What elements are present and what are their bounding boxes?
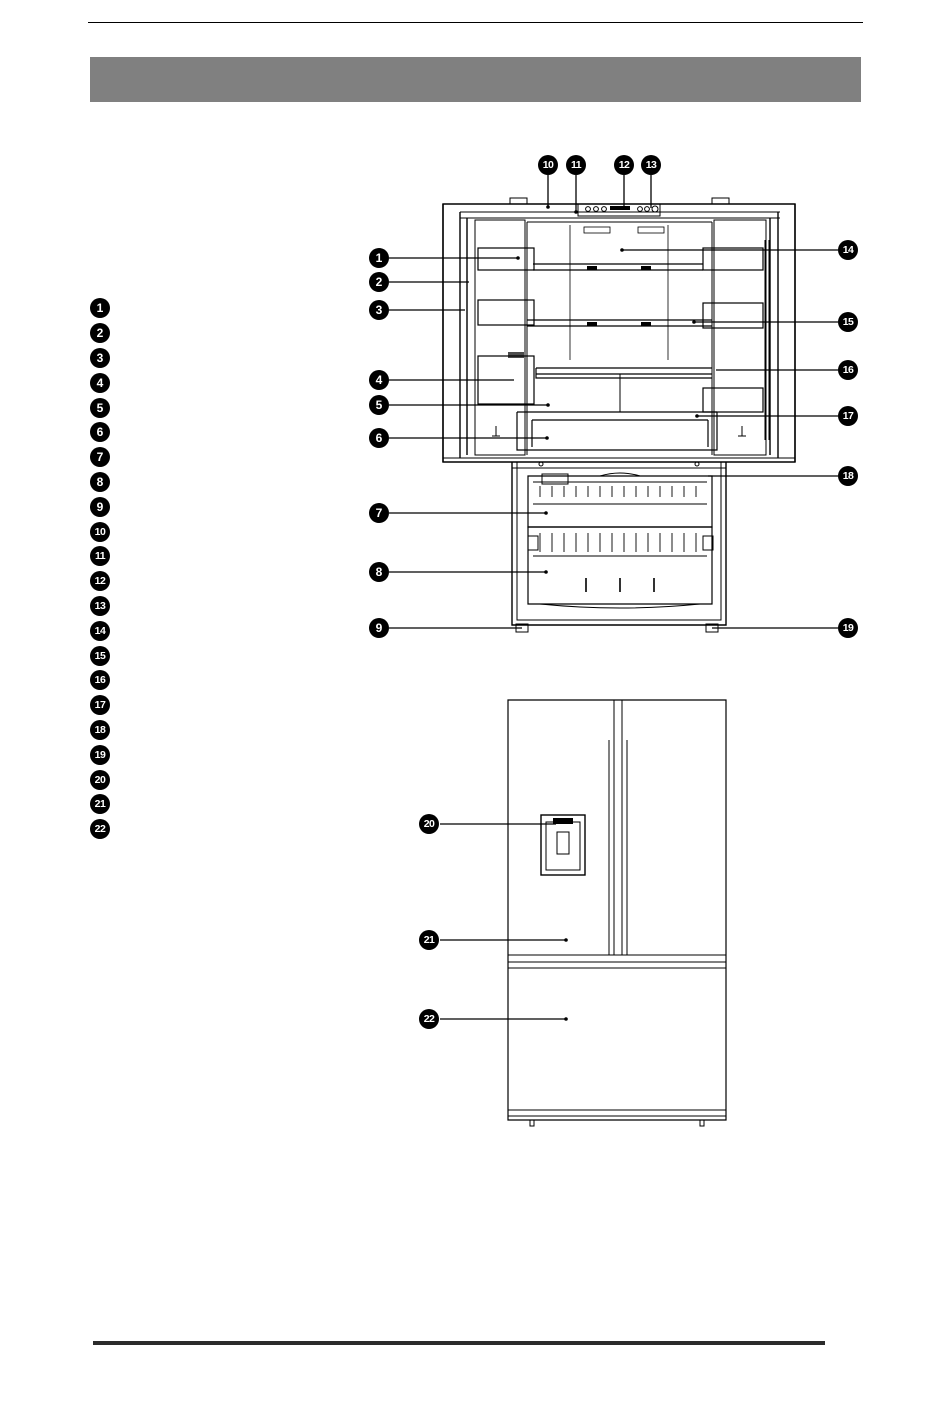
callout-number: 10 bbox=[542, 159, 554, 171]
callout-18 bbox=[838, 466, 858, 486]
legend-number: 17 bbox=[90, 695, 110, 715]
callout-21 bbox=[419, 930, 439, 950]
legend-number: 2 bbox=[90, 323, 110, 343]
callout-number: 21 bbox=[423, 934, 435, 946]
legend-number: 16 bbox=[90, 670, 110, 690]
callout-22 bbox=[419, 1009, 439, 1029]
callout-number: 9 bbox=[375, 621, 383, 635]
callout-number: 7 bbox=[375, 506, 383, 520]
legend-number: 9 bbox=[90, 497, 110, 517]
callout-19 bbox=[838, 618, 858, 638]
callout-number: 16 bbox=[842, 364, 854, 376]
legend-number: 12 bbox=[90, 571, 110, 591]
callout-8 bbox=[369, 562, 389, 582]
callout-1 bbox=[369, 248, 389, 268]
callout-number: 22 bbox=[423, 1013, 435, 1025]
legend-number: 5 bbox=[90, 398, 110, 418]
callout-number: 17 bbox=[842, 410, 854, 422]
callout-13 bbox=[641, 155, 661, 175]
callout-number: 14 bbox=[842, 244, 854, 256]
callout-number: 5 bbox=[375, 398, 383, 412]
callout-number: 15 bbox=[842, 316, 854, 328]
legend-number: 1 bbox=[90, 298, 110, 318]
legend-number: 20 bbox=[90, 770, 110, 790]
legend-number: 13 bbox=[90, 596, 110, 616]
callout-20 bbox=[419, 814, 439, 834]
legend-number: 21 bbox=[90, 794, 110, 814]
freezer-drawer-open bbox=[512, 462, 726, 632]
callout-number: 18 bbox=[842, 470, 854, 482]
callout-4 bbox=[369, 370, 389, 390]
legend-number: 18 bbox=[90, 720, 110, 740]
legend-number: 15 bbox=[90, 646, 110, 666]
callout-14 bbox=[838, 240, 858, 260]
callout-10 bbox=[538, 155, 558, 175]
callout-6 bbox=[369, 428, 389, 448]
callout-5 bbox=[369, 395, 389, 415]
callout-2 bbox=[369, 272, 389, 292]
callout-17 bbox=[838, 406, 858, 426]
legend-number: 8 bbox=[90, 472, 110, 492]
callout-number: 4 bbox=[375, 373, 383, 387]
callout-number: 13 bbox=[645, 159, 657, 171]
legend-number: 6 bbox=[90, 422, 110, 442]
callout-16 bbox=[838, 360, 858, 380]
callout-number: 8 bbox=[375, 565, 383, 579]
bottom-rule bbox=[93, 1341, 825, 1345]
callout-7 bbox=[369, 503, 389, 523]
legend-number: 4 bbox=[90, 373, 110, 393]
legend-number: 22 bbox=[90, 819, 110, 839]
callout-number: 2 bbox=[375, 275, 383, 289]
callout-12 bbox=[614, 155, 634, 175]
callout-15 bbox=[838, 312, 858, 332]
callout-number: 11 bbox=[571, 159, 581, 171]
fridge-open-view bbox=[443, 198, 795, 462]
legend-number: 3 bbox=[90, 348, 110, 368]
callout-number: 1 bbox=[375, 251, 383, 265]
callout-number: 6 bbox=[375, 431, 383, 445]
legend-number: 11 bbox=[90, 546, 110, 566]
legend-number: 7 bbox=[90, 447, 110, 467]
callout-11 bbox=[566, 155, 586, 175]
callout-number: 20 bbox=[423, 818, 435, 830]
callout-number: 19 bbox=[842, 622, 854, 634]
callout-number: 3 bbox=[375, 303, 383, 317]
callout-number: 12 bbox=[618, 159, 630, 171]
fridge-closed-view bbox=[508, 700, 726, 1126]
legend-number: 19 bbox=[90, 745, 110, 765]
legend-number: 10 bbox=[90, 522, 110, 542]
legend-number: 14 bbox=[90, 621, 110, 641]
callout-9 bbox=[369, 618, 389, 638]
callout-3 bbox=[369, 300, 389, 320]
